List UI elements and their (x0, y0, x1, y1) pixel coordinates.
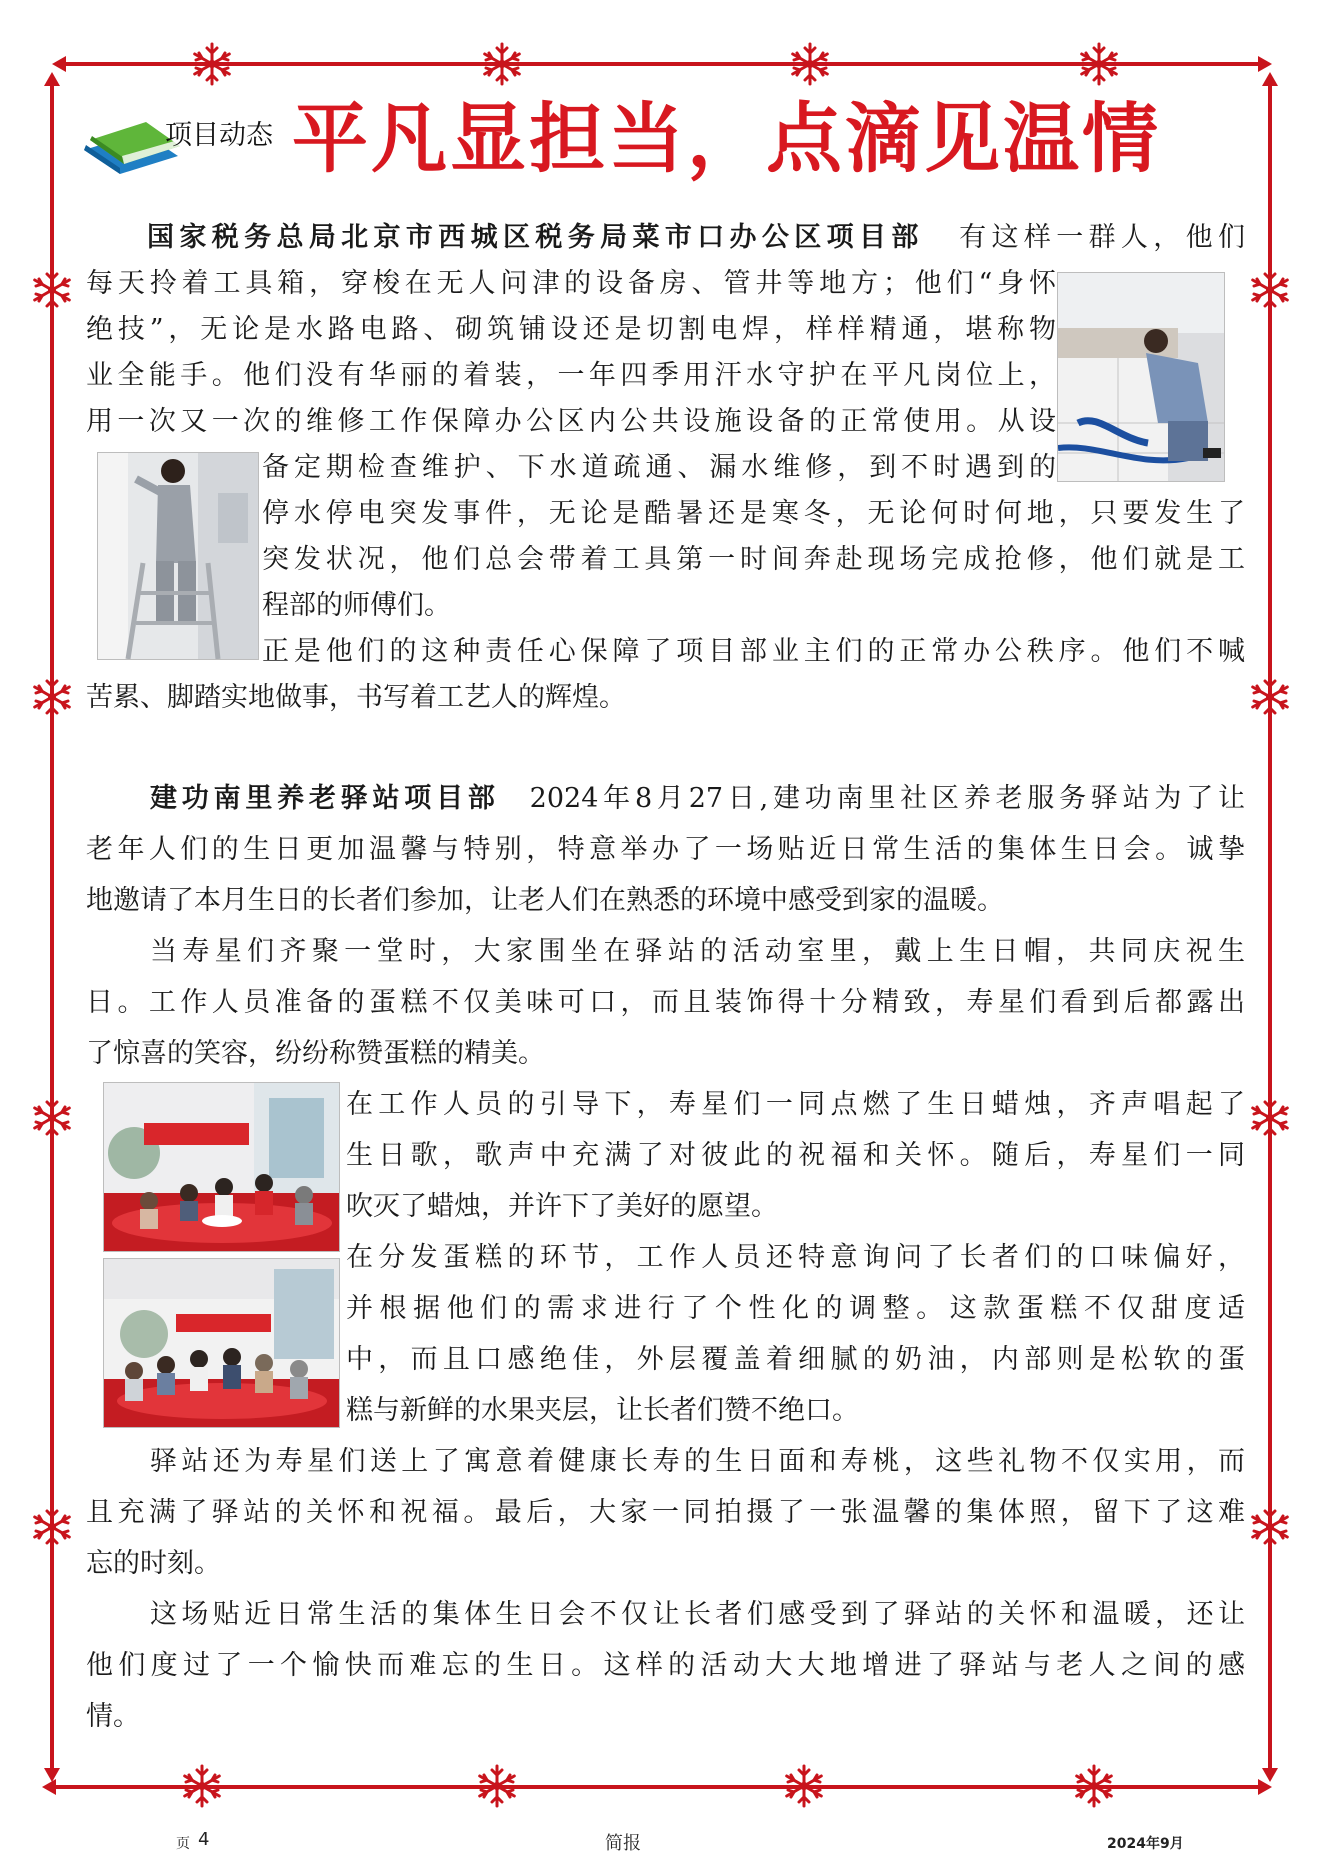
article2-line: 忘的时刻。 (86, 1548, 221, 1579)
article2-line (150, 783, 1245, 815)
snowflake-icon (30, 1096, 74, 1140)
article2-line: 这场贴近日常生活的集体生日会不仅让长者们感受到了驿站的关怀和温暖，还让 (150, 1599, 1245, 1630)
article1-line (147, 222, 1245, 254)
article1-line: 用一次又一次的维修工作保障办公区内公共设施设备的正常使用。从设 (86, 406, 1056, 437)
article2-line: 当寿星们齐聚一堂时，大家围坐在驿站的活动室里，戴上生日帽，共同庆祝生 (150, 936, 1245, 967)
page-headline: 平凡显担当，点滴见温情 (292, 94, 1161, 183)
article2-org-name: 建功南里养老驿站项目部 (150, 783, 500, 814)
snowflake-icon (1248, 1096, 1292, 1140)
article2-line: 情。 (86, 1701, 140, 1732)
article1-org-name: 国家税务总局北京市西城区税务局菜市口办公区项目部 (147, 222, 924, 253)
snowflake-icon (180, 1764, 224, 1808)
snowflake-icon (190, 42, 234, 86)
article2-line: 驿站还为寿星们送上了寓意着健康长寿的生日面和寿桃，这些礼物不仅实用，而 (150, 1446, 1245, 1477)
footer-page-number: 4 (198, 1829, 210, 1850)
article2-line: 且充满了驿站的关怀和祝福。最后，大家一同拍摄了一张温馨的集体照，留下了这难 (86, 1497, 1245, 1528)
article2-line: 老年人们的生日更加温馨与特别，特意举办了一场贴近日常生活的集体生日会。诚挚 (86, 834, 1245, 865)
article2-line: 生日歌，歌声中充满了对彼此的祝福和关怀。随后，寿星们一同 (346, 1140, 1245, 1171)
snowflake-icon (1072, 1764, 1116, 1808)
article2-line: 并根据他们的需求进行了个性化的调整。这款蛋糕不仅甜度适 (346, 1293, 1245, 1324)
photo-birthday-party-2 (103, 1258, 340, 1428)
article1-line: 绝技”，无论是水路电路、砌筑铺设还是切割电焊，样样精通，堪称物 (86, 314, 1056, 345)
article1-line: 突发状况，他们总会带着工具第一时间奔赴现场完成抢修，他们就是工 (262, 544, 1245, 575)
article2-line: 地邀请了本月生日的长者们参加，让老人们在熟悉的环境中感受到家的温暖。 (86, 885, 1004, 916)
article2-line: 中，而且口感绝佳，外层覆盖着细腻的奶油，内部则是松软的蛋 (346, 1344, 1245, 1375)
photo-birthday-party-1 (103, 1082, 340, 1252)
article2-line: 在工作人员的引导下，寿星们一同点燃了生日蜡烛，齐声唱起了 (346, 1089, 1245, 1120)
article1-line: 业全能手。他们没有华丽的着装，一年四季用汗水守护在平凡岗位上， (86, 360, 1056, 391)
article2-line-text: 2024年8月27日,建功南里社区养老服务驿站为了让 (529, 783, 1245, 814)
article2-line: 了惊喜的笑容，纷纷称赞蛋糕的精美。 (86, 1038, 545, 1069)
article1-line: 备定期检查维护、下水道疏通、漏水维修，到不时遇到的 (262, 452, 1056, 483)
article2-line: 糕与新鲜的水果夹层，让长者们赞不绝口。 (346, 1395, 859, 1426)
footer-date: 2024年9月 (1107, 1836, 1184, 1852)
photo-worker-on-ladder (97, 452, 259, 660)
photo-worker-under-sink (1057, 272, 1225, 482)
snowflake-icon (1248, 268, 1292, 312)
article1-line: 程部的师傅们。 (262, 590, 451, 621)
snowflake-icon (30, 268, 74, 312)
article1-line: 每天拎着工具箱，穿梭在无人问津的设备房、管井等地方；他们“身怀 (86, 268, 1056, 299)
snowflake-icon (1248, 675, 1292, 719)
snowflake-icon (30, 1505, 74, 1549)
snowflake-icon (30, 675, 74, 719)
article1-line-text: 有这样一群人，他们 (953, 222, 1245, 253)
article1-line: 停水停电突发事件，无论是酷暑还是寒冬，无论何时何地，只要发生了 (262, 498, 1245, 529)
article2-line: 在分发蛋糕的环节，工作人员还特意询问了长者们的口味偏好， (346, 1242, 1245, 1273)
footer-page-prefix: 页 (176, 1836, 190, 1852)
section-label: 项目动态 (165, 120, 273, 151)
article1-line: 正是他们的这种责任心保障了项目部业主们的正常办公秩序。他们不喊 (262, 636, 1245, 667)
snowflake-icon (782, 1764, 826, 1808)
snowflake-icon (475, 1764, 519, 1808)
snowflake-icon (1248, 1505, 1292, 1549)
article1-line: 苦累、脚踏实地做事，书写着工艺人的辉煌。 (86, 682, 626, 713)
article2-line: 日。工作人员准备的蛋糕不仅美味可口，而且装饰得十分精致，寿星们看到后都露出 (86, 987, 1245, 1018)
article2-line: 他们度过了一个愉快而难忘的生日。这样的活动大大地增进了驿站与老人之间的感 (86, 1650, 1245, 1681)
article2-line: 吹灭了蜡烛，并许下了美好的愿望。 (346, 1191, 778, 1222)
footer-title: 简报 (605, 1833, 641, 1854)
